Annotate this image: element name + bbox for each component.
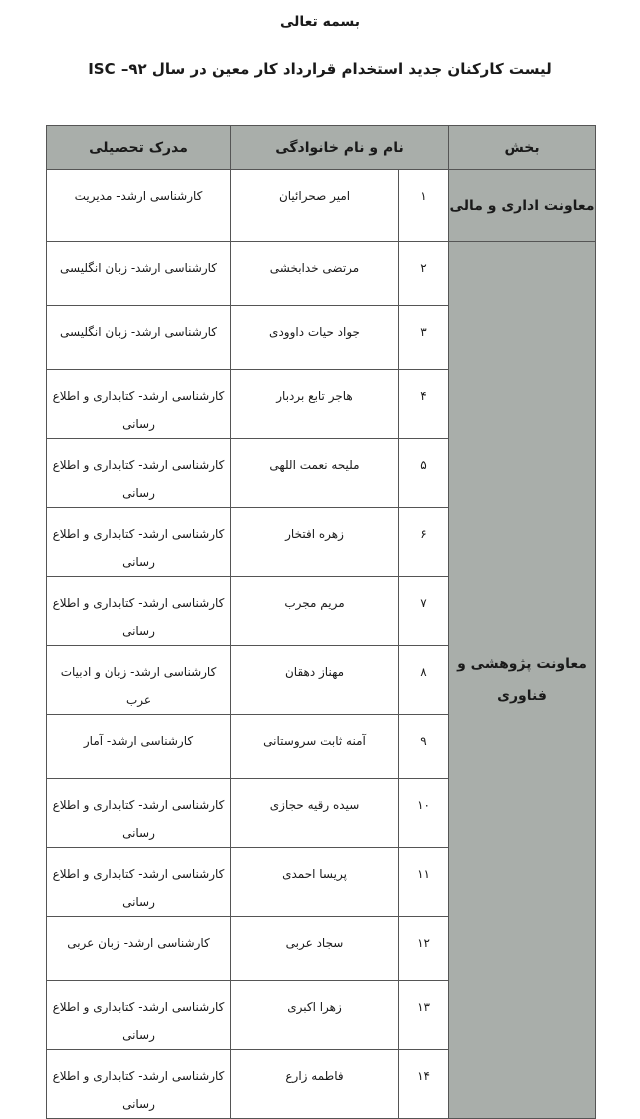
employee-name: سیده رقیه حجازی — [231, 779, 399, 848]
column-header-degree: مدرک تحصیلی — [47, 126, 231, 170]
employee-name: امیر صحرائیان — [231, 170, 399, 242]
employee-degree: کارشناسی ارشد- زبان و ادبیات عرب — [47, 646, 231, 715]
employee-name: پریسا احمدی — [231, 848, 399, 917]
row-number: ۳ — [399, 306, 449, 370]
employee-degree: کارشناسی ارشد- آمار — [47, 715, 231, 779]
employee-degree: کارشناسی ارشد- کتابداری و اطلاع رسانی — [47, 439, 231, 508]
employee-name: سجاد عربی — [231, 917, 399, 981]
employee-degree: کارشناسی ارشد- زبان انگلیسی — [47, 242, 231, 306]
table-header-row — [47, 126, 596, 170]
employee-degree: کارشناسی ارشد- کتابداری و اطلاع رسانی — [47, 370, 231, 439]
table-row — [47, 170, 596, 242]
row-number: ۱ — [399, 170, 449, 242]
employee-degree: کارشناسی ارشد- زبان عربی — [47, 917, 231, 981]
row-number: ۷ — [399, 577, 449, 646]
row-number: ۱۲ — [399, 917, 449, 981]
section-cell-research: معاونت پژوهشی و فناوری — [449, 242, 596, 1119]
employee-name: هاجر تابع بردبار — [231, 370, 399, 439]
row-number: ۴ — [399, 370, 449, 439]
employee-degree: کارشناسی ارشد- کتابداری و اطلاع رسانی — [47, 1050, 231, 1119]
row-number: ۱۴ — [399, 1050, 449, 1119]
column-header-name: نام و نام خانوادگی — [231, 126, 449, 170]
employee-degree: کارشناسی ارشد- کتابداری و اطلاع رسانی — [47, 577, 231, 646]
row-number: ۹ — [399, 715, 449, 779]
row-number: ۲ — [399, 242, 449, 306]
employee-name: فاطمه زارع — [231, 1050, 399, 1119]
employee-name: جواد حیات داوودی — [231, 306, 399, 370]
employee-degree: کارشناسی ارشد- مدیریت — [47, 170, 231, 242]
employee-name: زهره افتخار — [231, 508, 399, 577]
row-number: ۱۱ — [399, 848, 449, 917]
employee-name: مریم مجرب — [231, 577, 399, 646]
employee-name: ملیحه نعمت اللهی — [231, 439, 399, 508]
employee-degree: کارشناسی ارشد- کتابداری و اطلاع رسانی — [47, 779, 231, 848]
row-number: ۱۰ — [399, 779, 449, 848]
employee-degree: کارشناسی ارشد- کتابداری و اطلاع رسانی — [47, 848, 231, 917]
employee-name: زهرا اکبری — [231, 981, 399, 1050]
row-number: ۸ — [399, 646, 449, 715]
column-header-section: بخش — [449, 126, 596, 170]
table-row — [47, 242, 596, 306]
row-number: ۶ — [399, 508, 449, 577]
employee-name: مرتضی خدابخشی — [231, 242, 399, 306]
employee-name: مهناز دهقان — [231, 646, 399, 715]
basmala-heading: بسمه تعالی — [279, 14, 361, 30]
employee-degree: کارشناسی ارشد- کتابداری و اطلاع رسانی — [47, 981, 231, 1050]
page-title: لیست کارکنان جدید استخدام قرارداد کار معین در سال ۹۲– ISC — [88, 60, 552, 78]
row-number: ۱۳ — [399, 981, 449, 1050]
employee-name: آمنه ثابت سروستانی — [231, 715, 399, 779]
employee-degree: کارشناسی ارشد- زبان انگلیسی — [47, 306, 231, 370]
section-cell-admin: معاونت اداری و مالی — [449, 170, 596, 242]
employee-degree: کارشناسی ارشد- کتابداری و اطلاع رسانی — [47, 508, 231, 577]
staff-table — [46, 125, 596, 1119]
row-number: ۵ — [399, 439, 449, 508]
